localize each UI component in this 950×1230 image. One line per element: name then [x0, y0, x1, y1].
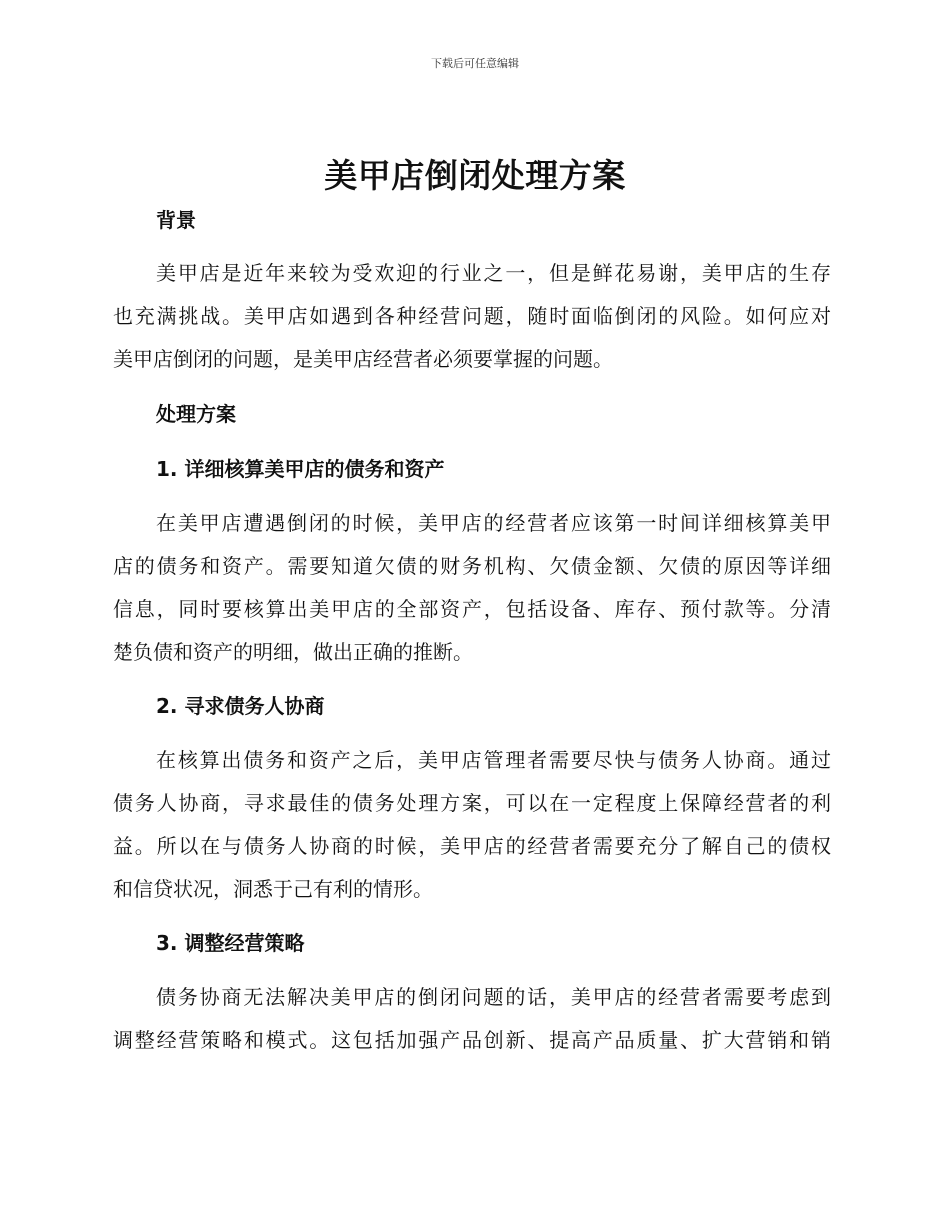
document-title: 美甲店倒闭处理方案 — [324, 156, 626, 195]
paragraph-line: 美甲店倒闭的问题，是美甲店经营者必须要掌握的问题。 — [113, 347, 613, 371]
paragraph-line: 益。所以在与债务人协商的时候，美甲店的经营者需要充分了解自己的债权 — [113, 834, 831, 858]
paragraph-step-2 — [113, 739, 831, 911]
paragraph-line: 也充满挑战。美甲店如遇到各种经营问题，随时面临倒闭的风险。如何应对 — [113, 304, 831, 328]
paragraph-background — [113, 252, 831, 381]
step-heading-2: 2. 寻求债务人协商 — [156, 694, 325, 718]
step-heading-1: 1. 详细核算美甲店的债务和资产 — [156, 457, 445, 481]
section-heading-background: 背景 — [156, 208, 196, 232]
paragraph-step-1 — [113, 502, 831, 674]
paragraph-line: 债务协商无法解决美甲店的倒闭问题的话，美甲店的经营者需要考虑到 — [156, 985, 831, 1009]
paragraph-line: 在美甲店遭遇倒闭的时候，美甲店的经营者应该第一时间详细核算美甲 — [156, 511, 831, 535]
paragraph-line: 美甲店是近年来较为受欢迎的行业之一，但是鲜花易谢，美甲店的生存 — [156, 261, 831, 285]
paragraph-line: 信息，同时要核算出美甲店的全部资产，包括设备、库存、预付款等。分清 — [113, 597, 831, 621]
header-note: 下载后可任意编辑 — [431, 57, 519, 70]
paragraph-step-3 — [113, 976, 831, 1062]
step-heading-3: 3. 调整经营策略 — [156, 931, 305, 955]
section-heading-plan: 处理方案 — [156, 402, 236, 426]
paragraph-line: 债务人协商，寻求最佳的债务处理方案，可以在一定程度上保障经营者的利 — [113, 791, 831, 815]
paragraph-line: 店的债务和资产。需要知道欠债的财务机构、欠债金额、欠债的原因等详细 — [113, 554, 831, 578]
paragraph-line: 和信贷状况，洞悉于己有利的情形。 — [113, 877, 433, 901]
paragraph-line: 在核算出债务和资产之后，美甲店管理者需要尽快与债务人协商。通过 — [156, 748, 831, 772]
paragraph-line: 调整经营策略和模式。这包括加强产品创新、提高产品质量、扩大营销和销 — [113, 1028, 831, 1052]
paragraph-line: 楚负债和资产的明细，做出正确的推断。 — [113, 640, 473, 664]
